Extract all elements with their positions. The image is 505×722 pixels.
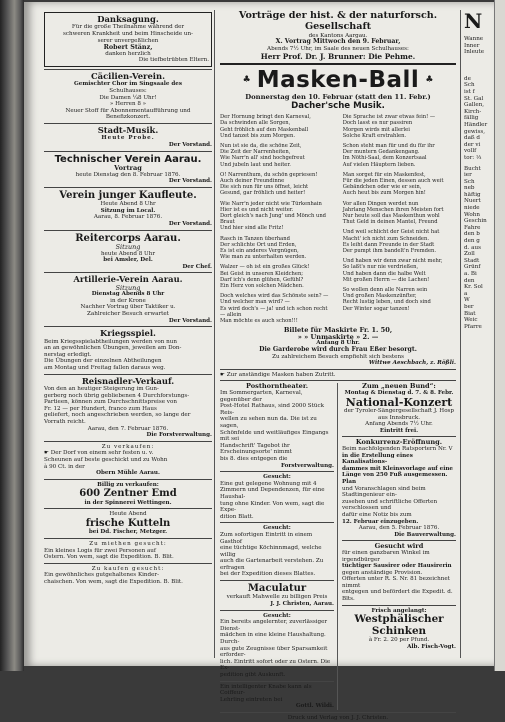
text-line: Der Winter sogar tanzen! xyxy=(342,305,410,312)
left-column xyxy=(44,10,212,586)
ad-line: Fr. 12 — per Hundert, franco zum Haus xyxy=(44,405,157,412)
text-line: Der schlichte Ort und Erden, xyxy=(220,241,297,248)
text-line: Weic xyxy=(464,317,478,324)
ad-line: Für die große Theilnahme während der xyxy=(71,24,185,31)
ad-signature: J. J. Christen, Aarau. xyxy=(270,601,334,608)
text-line: Man sorget für ein Maskenfest, xyxy=(342,171,426,178)
pointing-hand-icon: ☛ xyxy=(44,450,50,457)
ad-line: geliefert, noch angeschrieben werden, so lange der xyxy=(44,412,191,419)
text-line: Ein Herz von solchen Mädchen. xyxy=(220,283,304,290)
ad-line: Aarau, 8. Februar 1876. xyxy=(93,214,163,221)
text-line: Die Sprache ist zwar etwas fein! — xyxy=(342,114,436,121)
text-line: Nun ist sie da, die schöne Zeit, xyxy=(220,143,302,149)
ad-line: tung ohne Kinder. Von wem, sagt die Expe- xyxy=(220,500,325,514)
ad-title: Gesucht: xyxy=(263,525,291,532)
ad-line: gerberg noch übrig gebliebenen 4 Durchforstungs- xyxy=(44,392,190,399)
text-line: Inleute xyxy=(464,49,485,56)
text-line: Hier ist es und nicht weiter. xyxy=(220,206,294,213)
printer-footer: Druck und Verlag von J. J. Christen. xyxy=(287,714,389,721)
maskenball-ad xyxy=(220,67,456,367)
ad-line: Scheunen auf beste geschickt und zu Wohn xyxy=(44,456,168,463)
ad-line: aus Innsbruck. xyxy=(377,414,421,421)
ad-signature: Der Vorstand. xyxy=(168,141,212,148)
text-line: Man möchte es auch schon!!! xyxy=(220,318,298,325)
ad-line: 12. Februar einzugeben. xyxy=(342,518,419,525)
book-edge xyxy=(0,0,24,671)
artillerie-ad xyxy=(44,275,212,324)
ad-title: Konkurrenz-Eröffnung. xyxy=(355,438,443,447)
reitercorps-ad xyxy=(44,233,212,271)
ad-title: Gesucht: xyxy=(263,474,291,481)
kriegsspiel-ad xyxy=(44,329,212,371)
text-line: Sch xyxy=(464,178,475,185)
ad-line: à 90 Ct. in der xyxy=(44,463,85,470)
carnival-poem xyxy=(220,114,456,324)
ad-line: aus gute Zeugnisse über Sparsamkeit erforder- xyxy=(220,645,328,659)
ad-signature: Obern Mühle Aarau. xyxy=(96,470,160,477)
ad-line: dafür eine Notiz bis zum xyxy=(342,511,412,518)
ad-line: Beim Kriegsspielabtheilungen werden von nun xyxy=(44,338,177,345)
ad-signature: Forstverwaltung. xyxy=(281,462,334,469)
text-line: Inner xyxy=(464,42,480,49)
ad-title: Westphälischer Schinken xyxy=(354,613,444,637)
text-line: Auf vielen Häuptern lieben. xyxy=(342,161,416,168)
ad-line: nerstag erledigt. xyxy=(44,351,92,358)
lower-left-ads xyxy=(220,383,338,710)
text-line: den b xyxy=(464,231,480,238)
text-line: Stadt xyxy=(464,257,480,264)
text-line: Wie Narr'n jeder nicht wie Türkenhain xyxy=(220,200,322,207)
ad-title: frische Kutteln xyxy=(85,517,171,529)
ad-line: Sitzung xyxy=(115,283,141,292)
ad-line: danken herzlich xyxy=(105,50,151,57)
ad-signature: Der Vorstand. xyxy=(168,178,212,185)
text-line: fällig xyxy=(464,115,479,122)
ad-line: lich. Eintritt sofort oder zu Ostern. Die Ex- xyxy=(220,658,331,672)
text-line: Biat xyxy=(464,310,476,317)
ad-title: Kriegsspiel. xyxy=(100,328,156,339)
notice-text: Zur anständige Masken haben Zutritt. xyxy=(226,371,336,378)
ad-line: Ein intelligenter Knabe kann als Coiffeur- xyxy=(220,683,312,697)
ad-line: der Tyroler-Sängergesellschaft J. Hosp xyxy=(343,408,455,415)
ad-line: Gemischter Chor im Singsaale des xyxy=(74,81,182,88)
ad-title: Danksagung. xyxy=(97,14,159,24)
text-line: Gesund, gar fröhlich und heiter! xyxy=(220,190,306,197)
text-line: Und großen Maskenzünfter, xyxy=(342,293,417,300)
text-line: ier xyxy=(464,172,472,179)
ad-line: am Montag und Freitag fallen daraus weg. xyxy=(44,365,166,372)
text-line: N xyxy=(464,9,483,33)
column-divider xyxy=(214,10,215,658)
text-line: Für die jeden Einen, dessen auch weit xyxy=(342,178,444,185)
text-line: Macht' ich nicht zum Schneiden. xyxy=(342,235,429,242)
text-line: Dort gleich's nach Jung' und Mönch und Braut xyxy=(220,213,326,226)
text-line: d. aus xyxy=(464,244,481,251)
ad-line: tüchtiger Sausirer oder Hausirerin xyxy=(342,563,452,570)
ad-line: Partieen, können zum Durchschnittspreise von xyxy=(44,399,177,406)
ad-line: an an gewöhnlichen Übungen, jeweilen am Don- xyxy=(44,345,182,352)
ad-title: Cäcilien-Verein. xyxy=(90,70,165,81)
text-line: Gallen, xyxy=(464,102,485,109)
ad-date: Aarau, den 5. Februar 1876. xyxy=(358,525,440,532)
text-line: Geht fröhlich auf den Maskenball xyxy=(220,126,309,133)
text-line: ber xyxy=(464,303,474,310)
text-line: Gebändchen oder wie er sein, xyxy=(342,184,422,191)
text-line: Und haben wir denn zwar nicht mehr, xyxy=(342,258,443,265)
ad-line: Ein kleines Logis für zwei Personen auf xyxy=(44,547,156,554)
harlequin-figure-icon: ♣ xyxy=(425,75,434,86)
ad-title: Gesucht: xyxy=(263,612,291,619)
ad-line: Zimmern und Dependenzen, für eine Haushal- xyxy=(220,487,325,500)
text-line: Bei Geist in unseren Kleidchen; xyxy=(220,270,304,277)
text-line: Darf ich's denn glühen, Gefühl? xyxy=(220,276,304,283)
ad-line: bis 8. dies entgegen die xyxy=(220,455,288,462)
text-line: Zoll xyxy=(464,251,475,258)
ad-line: Herr Prof. Dr. J. Brunner: Die Pehme. xyxy=(260,51,416,61)
right-column-cropped xyxy=(464,10,494,330)
ad-signature: Der Vorstand. xyxy=(168,220,212,227)
text-line: Im Nöthi-Saal, dem Konzertsaal xyxy=(342,155,427,162)
column-divider xyxy=(460,10,461,658)
ad-title: Masken-Ball xyxy=(256,67,420,94)
ad-line: verkauft Mahwelle zu billigen Preis xyxy=(226,594,328,601)
ad-signature: Der Chef. xyxy=(182,263,212,270)
text-line: Und hier sind alle Fritz! xyxy=(220,225,284,232)
text-line: gewiss, xyxy=(464,128,485,135)
ad-line: heute Abend 8 Uhr xyxy=(100,250,156,257)
text-line: Der Hornung bringt den Karneval, xyxy=(220,114,311,121)
text-line: Und tanzet bis zum Morgen. xyxy=(220,132,295,139)
ad-title: Frisch angelangt: xyxy=(371,607,427,614)
text-line: Bucht xyxy=(464,165,481,172)
ad-signature: Die tiefbetrübten Eltern. xyxy=(138,57,209,64)
ad-line: mädchen in eine kleine Haushaltung. Durch- xyxy=(220,632,326,646)
ad-line: Zahlreicher Besuch erwartet xyxy=(87,311,169,318)
ad-line: auch die Gartenarbeit verstehen. Zu erfragen xyxy=(220,558,324,571)
ad-signature: Gottl. Wildi. xyxy=(295,703,334,710)
ad-line: Beim nachfolgenden Ratsportern Nr. V xyxy=(342,446,453,452)
text-line: Die Zeit der Narrenheiten, xyxy=(220,149,291,156)
text-line: Es wird doch's — ja! und ich schon recht — allein xyxy=(220,305,328,318)
ad-line: für einen ganzbaren Winkel im irgendbürger xyxy=(342,549,430,563)
stadtmusik-ad xyxy=(44,126,212,149)
ad-signature: Alb. Fisch-Vogt. xyxy=(407,643,456,650)
text-line: Vor allen Dingen werdet nun xyxy=(342,200,419,207)
ad-line: Eintritt frei. xyxy=(379,427,419,434)
ad-line: Eine gut gelegene Wohnung mit 4 xyxy=(220,480,317,487)
ad-line: Sitzung im Local. xyxy=(100,207,156,214)
ad-line: Neuer Stoff für Abonnementaufführung und xyxy=(65,107,191,114)
technischer-verein-ad xyxy=(44,154,212,185)
middle-column xyxy=(220,10,456,722)
caecilien-ad xyxy=(44,72,212,121)
ad-line: in der Krone xyxy=(110,297,146,304)
ad-title: Reisnadler-Verkauf. xyxy=(81,375,175,386)
ad-line: in der Spinnerei Wettingen. xyxy=(84,499,172,506)
ad-title: Technischer Verein Aarau. xyxy=(54,153,202,165)
ad-title: Stadt-Musik. xyxy=(97,124,159,135)
ad-line: bei der Expedition dieses Blattes. xyxy=(220,571,316,578)
ad-line: schweren Krankheit und beim Hinscheide un- xyxy=(62,31,194,37)
ad-line: Die Damen ¼8 Uhr! xyxy=(99,94,157,101)
kaufleute-ad xyxy=(44,190,212,228)
text-line: Da schwinden alle Sorgen, xyxy=(220,120,291,127)
text-line: Thut Geld in deinen Mantel, Freund xyxy=(342,219,438,226)
kutteln-ad xyxy=(44,511,212,585)
ad-line: Dienstag Abends 8 Uhr xyxy=(91,291,165,298)
ad-line: chaischen. Von wem, sagt die Expedition. B. Blit. xyxy=(44,578,183,585)
ad-title: Reitercorps Aarau. xyxy=(75,232,181,244)
ad-line: Lehrling eintreten bei xyxy=(220,696,283,703)
ad-title: 600 Zentner Emd xyxy=(79,488,177,500)
ad-line: zusehen und schriftliche Offerten verschlossen und xyxy=(342,498,438,512)
ad-date: Aarau, den 7. Februar 1876. xyxy=(87,425,169,432)
ad-line: » Herren 8 » xyxy=(109,101,147,108)
ad-line: Ein gewöhnliches gutgehaltenes Kinder- xyxy=(44,572,159,579)
text-line: Der pumpt ihm bandelt'n Fremden. xyxy=(342,248,437,255)
text-line: So laßt's nur nie verdrießen, xyxy=(342,264,419,271)
text-line: a. Bi xyxy=(464,271,477,277)
ad-signature: Die Bauverwaltung. xyxy=(394,531,456,538)
text-line: Auch heut bis zum Morgen hin! xyxy=(342,190,426,197)
text-line: Es ist ein anderes Vergnügen, xyxy=(220,248,299,255)
ad-line: Billig zu verkaufen: xyxy=(97,481,159,488)
zentner-ad xyxy=(44,482,212,507)
ad-line: pedition gibt Auskunft. xyxy=(220,672,286,678)
text-line: Recht lustig leben, und doch sind xyxy=(342,299,431,306)
text-line: So wollen denn alle Narren sein xyxy=(342,287,428,294)
text-line: Händler xyxy=(464,121,488,128)
poem-left xyxy=(220,114,333,324)
text-line: daß d xyxy=(464,135,481,142)
text-line: Wanne xyxy=(464,36,484,42)
ad-line: Anfang Abends 7½ Uhr. xyxy=(365,421,433,428)
text-line: Jahrlang Menschen ihren Meisten fort xyxy=(342,206,444,213)
ad-signature: Die Forstverwaltung. xyxy=(146,432,212,439)
text-line: Rasch in Tanzen überhand xyxy=(220,235,290,242)
ad-line: Post-Hotel Rathaus, sind 2000 Stück Reis- xyxy=(220,403,325,416)
ad-line: serer unvergeßlichen xyxy=(97,37,159,44)
text-line: häftig xyxy=(464,191,481,198)
text-line: Grünf xyxy=(464,264,481,271)
text-line: niede xyxy=(464,205,480,212)
ad-line: entgegen und befördert die Expedit. d. Blts. xyxy=(342,589,453,603)
ad-line: Offerten unter R. S. Nr. 81 bezeichnet nimmt xyxy=(342,576,450,589)
ad-line: wellen zu sehen nun da. Die ist zu sagen, xyxy=(220,416,317,429)
next-page-edge xyxy=(494,0,505,671)
ad-line: und Voranschlagen sind beim Stadtingenieur ein- xyxy=(342,485,426,499)
text-line: Sch xyxy=(464,82,475,89)
text-line: Nur heute soll das Maskenthun wohl xyxy=(342,213,440,220)
text-line: Morgen wirds mit allerlei xyxy=(342,126,410,133)
text-line: Und weil schlicht der Geist nicht hat xyxy=(342,229,440,236)
text-line: Auch deiner Freundinne xyxy=(220,178,285,185)
text-line: Walzer — oh ist ein großes Glück! xyxy=(220,264,310,271)
text-line: der vi xyxy=(464,141,481,148)
text-line: St. Gal xyxy=(464,95,484,102)
ad-line: Heute Abend 8 Uhr xyxy=(100,201,156,208)
text-line: Wie Narr'n all' sind hochgefreut xyxy=(220,155,305,162)
text-line: Wohn xyxy=(464,211,480,218)
lower-ads xyxy=(220,383,456,710)
ad-line: Von den an heutiger Steigerung im Gun- xyxy=(44,386,159,393)
ad-line: Donnerstag den 10. Februar (statt den 11. Febr.) xyxy=(245,93,431,102)
ad-line: in die Erstellung eines Kanalisations- xyxy=(342,452,413,466)
ad-line: eine tüchtige Köchinnmagd, welche willig xyxy=(220,545,322,558)
text-line: Mit großen Herrn — die Lachen! xyxy=(342,276,430,283)
lower-right-ads xyxy=(342,383,456,710)
text-line: vollf xyxy=(464,148,477,155)
ad-line: Sitzung xyxy=(115,242,141,251)
ad-line: Im Sommergarten, Karneval, gegenüber der xyxy=(220,390,303,403)
ad-signature: Der Vorstand. xyxy=(168,317,212,324)
ad-line: Ostern. Von wem, sagt die Expedition. B. Blit. xyxy=(44,554,174,561)
ad-line: Heute Probe. xyxy=(101,135,155,142)
text-line: Nuert xyxy=(464,198,481,205)
text-line: den xyxy=(464,277,475,284)
text-line: den g xyxy=(464,238,480,245)
ad-line: Abends 7½ Uhr, im Saale des neuen Schulhauses: xyxy=(267,46,409,52)
text-line: Und welcher man wird? — xyxy=(220,299,290,306)
poem-right xyxy=(343,114,456,324)
ad-line: bei Amsler, Del. xyxy=(103,257,153,264)
ad-signature: Wittwe Aeschbach, z. Rößli. xyxy=(368,360,456,367)
ad-line: Handschrift' Tagebot ihr Erscheinungsorte' nimmt xyxy=(220,442,292,456)
ad-title: Posthorntheater. xyxy=(245,382,309,391)
text-line: Solche Kraft erstrahlen. xyxy=(342,132,407,139)
ad-line: Zum sofortigen Eintritt in einem Gasthof xyxy=(220,531,313,545)
ad-line: bei Dd. Fischer, Metzger. xyxy=(88,529,168,536)
verkaufen-ad xyxy=(44,444,212,477)
pointing-hand-icon: ☛ xyxy=(220,371,226,378)
ad-line: Länge von 250 Fuß ausgemessen. Plan xyxy=(342,472,448,485)
text-line: ist f xyxy=(464,88,475,95)
danksagung-ad xyxy=(44,12,212,67)
ad-line: Benefizkonzert. xyxy=(105,114,151,121)
ad-line: à Fr. 2. 20 per Pfund. xyxy=(368,637,430,644)
ad-name: Robert Stänz, xyxy=(103,43,153,52)
text-line: Doch welches wird das Schönste sein? — xyxy=(220,293,329,300)
ad-title: Gesucht wird xyxy=(374,542,424,551)
text-line: Kirch- xyxy=(464,108,482,115)
ad-title: Zu verkaufen: xyxy=(101,443,155,450)
reisnadler-ad xyxy=(44,377,212,439)
ad-line: X. Vortrag Mittwoch den 9. Februar, xyxy=(275,38,401,46)
text-line: Pfarre xyxy=(464,323,482,330)
ad-title: Maculatur xyxy=(247,583,307,595)
ad-line: Billete für Maskirte Fr. 1. 50, xyxy=(283,326,393,335)
ad-line: Der Dorf von einem sehr festen u. v. xyxy=(50,450,154,457)
text-line: O! Narrenthum, du schön gepriesen! xyxy=(220,171,318,178)
ad-line: des Kantons Aargau. xyxy=(308,32,368,39)
text-line: Und haben dann die halbe Welt xyxy=(342,270,426,277)
ad-line: Schönfelde und weitläufiges Eingangs mit sei xyxy=(220,429,329,443)
ad-line: Dacher'sche Musik. xyxy=(291,101,385,112)
ad-line: Anfang 8 Uhr. xyxy=(316,340,360,347)
text-line: Geschin xyxy=(464,218,487,225)
ad-line: dammes mit Kleinsvorlage auf eine xyxy=(342,465,453,472)
ad-line: Schulhauses: xyxy=(109,87,147,94)
ad-title: Zu kaufen gesucht: xyxy=(91,565,165,572)
ad-line: Vorrath reicht. xyxy=(44,419,86,425)
ad-line: Ein bereits angelernter, zuverlässiger Dienst- xyxy=(220,619,328,632)
ad-line: Montag & Dienstag d. 7. & 8. Febr. xyxy=(344,390,454,397)
text-line: Es leiht dann Freunde in der Stadt xyxy=(342,241,435,248)
harlequin-figure-icon: ♣ xyxy=(242,75,251,86)
newspaper-page xyxy=(24,2,494,721)
ad-line: gegen anständige Provision. xyxy=(342,569,423,576)
text-line: de xyxy=(464,75,471,82)
vortrag-ad xyxy=(220,10,456,61)
text-line: W xyxy=(464,297,470,304)
text-line: Die sich nun für uns öffnet, leicht xyxy=(220,184,309,191)
ad-title: Vorträge der hist. & der naturforsch. Gesellschaft xyxy=(238,10,438,33)
ad-line: Heute Abend xyxy=(109,511,147,518)
text-line: Kr. Sol xyxy=(464,284,483,291)
ad-title: National-Konzert xyxy=(345,395,453,409)
text-line: Der muntern Gedankengang. xyxy=(342,149,420,156)
text-line: Schon steht man für und du für ihr xyxy=(342,143,435,149)
ad-line: dition Blatt. xyxy=(220,513,254,520)
ad-line: heute Dienstag den 8. Februar 1876. xyxy=(75,171,181,178)
ad-line: Zu zahlreichem Besuch empfiehlt sich bestens xyxy=(272,353,404,360)
text-line: Und jubeln laut und heiter. xyxy=(220,161,291,168)
text-line: Doch lasst es nur passiren xyxy=(342,120,413,127)
ad-title: Artillerie-Verein Aarau. xyxy=(73,274,183,285)
text-line: Wie man zu unterhalten werden. xyxy=(220,254,307,261)
ad-title: Zum „neuen Bund“: xyxy=(362,382,436,391)
ad-title: Verein junger Kaufleute. xyxy=(59,189,197,201)
text-line: tor: ⅓ xyxy=(464,154,482,161)
ad-line: Die Übungen der einzelnen Abtheilungen xyxy=(44,358,162,365)
text-line: a xyxy=(464,290,468,297)
ad-title: Zu miethen gesucht: xyxy=(89,540,167,547)
ad-line: Vortrag xyxy=(114,163,142,172)
text-line: Fahre xyxy=(464,224,481,231)
ad-line: » » Unmaskirte » 2. — xyxy=(297,332,379,341)
ad-line: Nachher Vortrag über Taktiker u. xyxy=(80,304,176,311)
ad-line: Die Garderobe wird durch Frau Eßer besorgt. xyxy=(259,346,417,354)
text-line: neb xyxy=(464,185,475,192)
